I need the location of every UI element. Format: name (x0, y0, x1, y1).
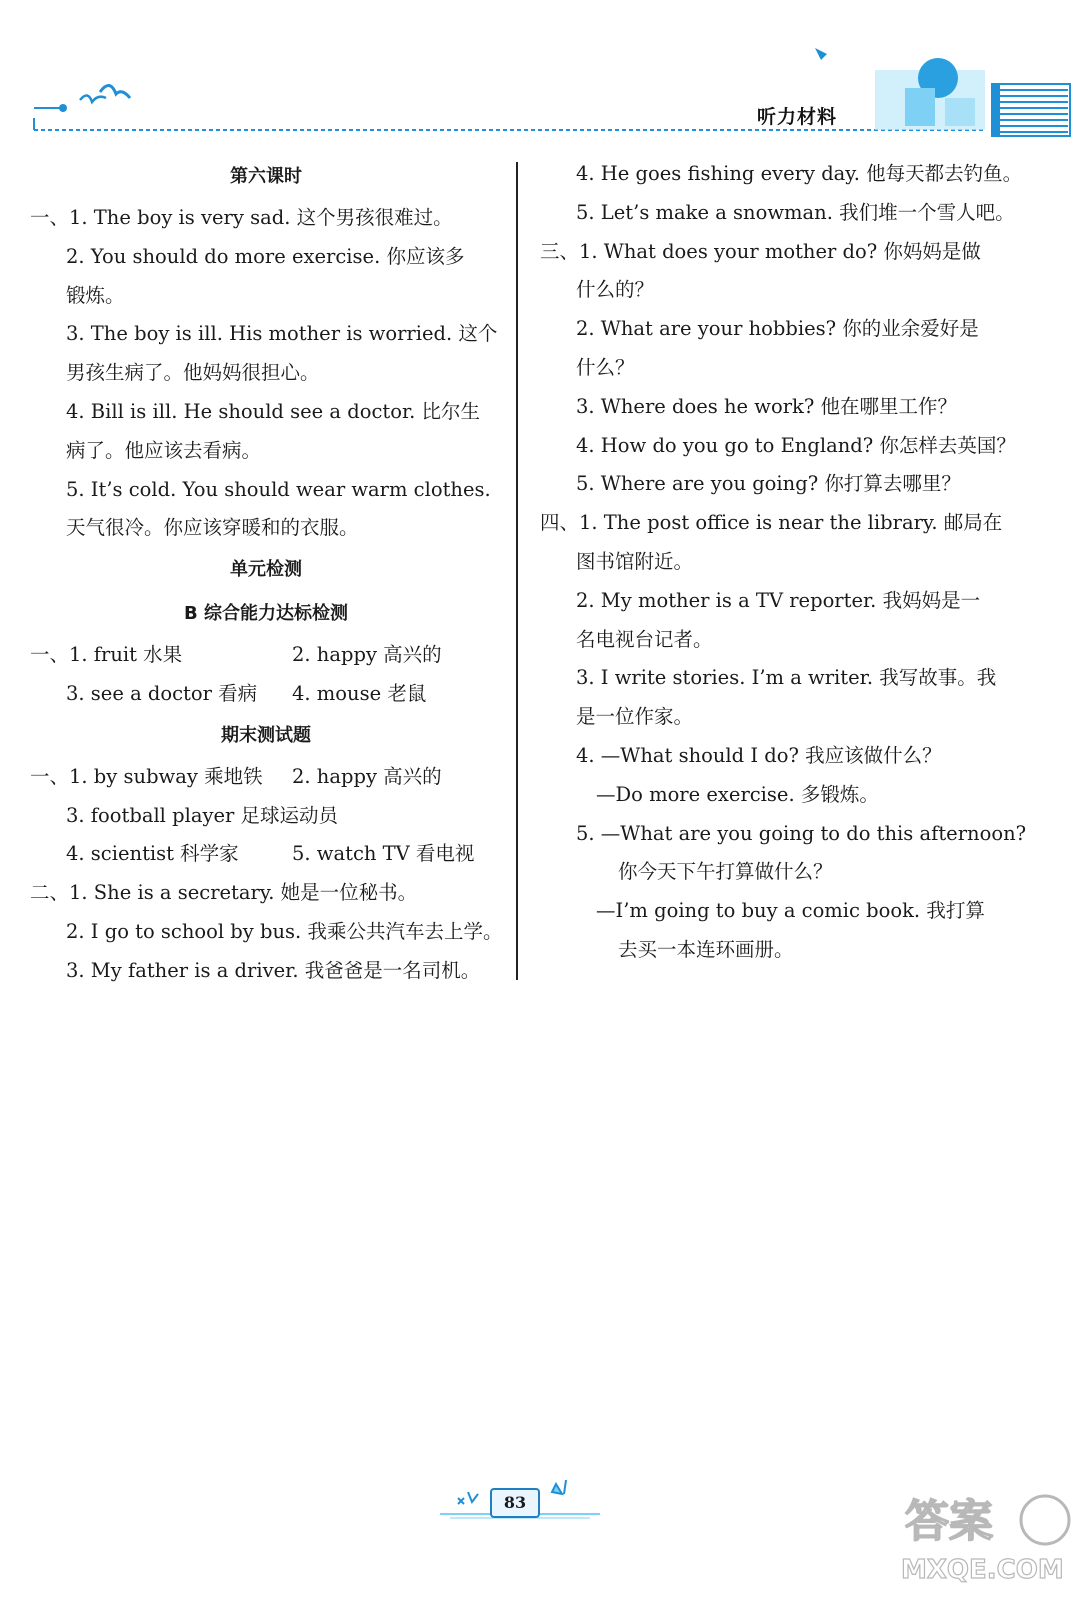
vocab-item: 5. watch TV 看电视 (292, 842, 475, 866)
header-title: 听力材料 (757, 106, 838, 128)
text-line: 3. Where does he work? 他在哪里工作？ (576, 394, 957, 418)
text-line: 3. I write stories. I’m a writer. 我写故事。我 (576, 666, 997, 690)
text-line: 图书馆附近。 (576, 549, 694, 573)
vocab-item: 4. mouse 老鼠 (292, 681, 427, 705)
text-line: 5. Where are you going? 你打算去哪里？ (576, 472, 961, 496)
text-line: 去买一本连环画册。 (618, 937, 794, 961)
text-line: 4. Bill is ill. He should see a doctor. 比尔生 (66, 399, 481, 423)
text-line: 5. Let’s make a snowman. 我们堆一个雪人吧。 (576, 200, 1015, 224)
text-line: 二、1. She is a secretary. 她是一位秘书。 (30, 881, 418, 905)
text-line: 什么？ (576, 355, 635, 379)
text-line: 三、1. What does your mother do? 你妈妈是做 (540, 239, 981, 263)
vocab-item: 3. see a doctor 看病 (66, 681, 258, 705)
text-line: —Do more exercise. 多锻炼。 (596, 782, 879, 806)
text-line: 2. My mother is a TV reporter. 我妈妈是一 (576, 588, 981, 612)
vocab-item: 2. happy 高兴的 (292, 764, 442, 788)
text-line: 你今天下午打算做什么？ (618, 860, 833, 884)
text-line (30, 675, 502, 714)
section-title: 第六课时 (230, 166, 302, 187)
left-column (30, 155, 502, 991)
watermark-graphic (895, 1478, 1075, 1588)
page-number: 83 (490, 1488, 540, 1518)
text-line: 一、1. The boy is very sad. 这个男孩很难过。 (30, 206, 453, 229)
section-title: B 综合能力达标检测 (184, 603, 348, 625)
text-line: 男孩生病了。他妈妈很担心。 (66, 361, 320, 385)
vocab-item: 一、1. fruit 水果 (30, 643, 183, 667)
header-decoration (0, 0, 1091, 150)
page-footer (440, 1470, 600, 1530)
text-line: 2. You should do more exercise. 你应该多 (66, 244, 465, 268)
text-line (30, 758, 502, 797)
vocab-item: 2. happy 高兴的 (292, 643, 442, 667)
text-line: 名电视台记者。 (576, 627, 713, 651)
text-line: 3. My father is a driver. 我爸爸是一名司机。 (66, 958, 481, 982)
vocab-item: 4. scientist 科学家 (66, 842, 239, 866)
text-line: 什么的？ (576, 278, 655, 302)
text-line: 5. —What are you going to do this afternoon? (576, 821, 1027, 845)
text-line: 4. How do you go to England? 你怎样去英国？ (576, 433, 1016, 457)
watermark-logo (895, 1478, 1075, 1588)
text-line: 锻炼。 (66, 283, 125, 307)
text-line: 四、1. The post office is near the library. 邮局在 (540, 511, 1003, 535)
column-divider (516, 162, 518, 980)
text-line: 3. football player 足球运动员 (66, 803, 339, 827)
text-line (30, 835, 502, 874)
text-line (30, 636, 502, 675)
vocab-item: 一、1. by subway 乘地铁 (30, 764, 263, 788)
text-line: 3. The boy is ill. His mother is worried. 这个 (66, 322, 498, 346)
text-line: —I’m going to buy a comic book. 我打算 (596, 899, 985, 923)
right-column (540, 155, 1027, 970)
watermark-text: MXQE.COM (901, 1555, 1064, 1585)
text-line: 2. What are your hobbies? 你的业余爱好是 (576, 317, 979, 341)
text-line: 天气很冷。你应该穿暖和的衣服。 (66, 516, 359, 540)
text-line: 病了。他应该去看病。 (66, 438, 262, 462)
text-line: 是一位作家。 (576, 705, 694, 729)
text-line: 4. He goes fishing every day. 他每天都去钓鱼。 (576, 162, 1023, 185)
bird-icon (80, 95, 106, 102)
text-line: 4. —What should I do? 我应该做什么？ (576, 743, 942, 767)
star-icon (458, 1498, 464, 1504)
pinwheel-icon (552, 1480, 566, 1494)
section-title: 期末测试题 (221, 724, 311, 746)
section-title: 单元检测 (230, 559, 302, 581)
svg-text:答案: 答案 (905, 1496, 993, 1547)
text-line: 2. I go to school by bus. 我乘公共汽车去上学。 (66, 919, 503, 943)
text-line: 5. It’s cold. You should wear warm clothes. (66, 477, 491, 501)
page-header (0, 0, 1091, 150)
